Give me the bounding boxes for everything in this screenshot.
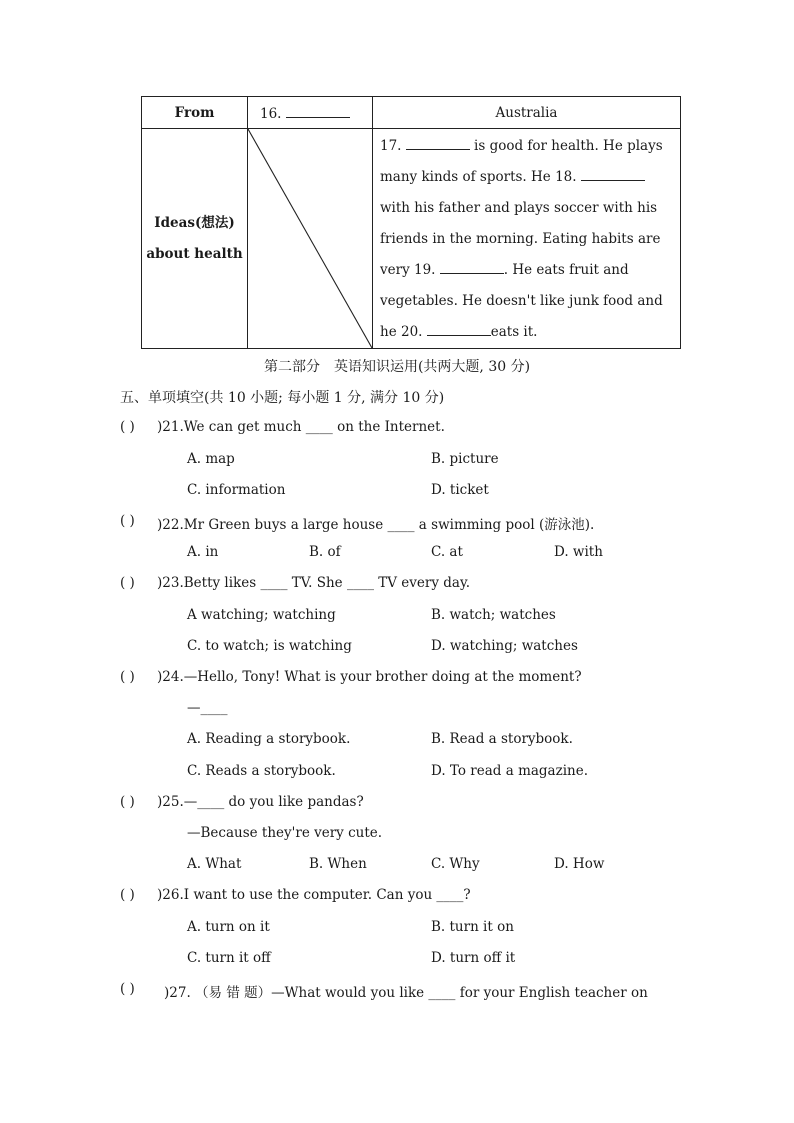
option-24-c[interactable]: C. Reads a storybook. [187, 763, 336, 779]
option-25-b[interactable]: B. When [309, 856, 367, 872]
info-table [141, 96, 681, 349]
answer-paren[interactable]: ( ) [120, 794, 135, 810]
from-country: Australia [373, 97, 681, 129]
option-21-b[interactable]: B. picture [431, 451, 499, 467]
ideas-row [142, 129, 681, 349]
question-22: )22.Mr Green buys a large house ____ a swimming pool (游泳池). [157, 517, 595, 533]
option-23-c[interactable]: C. to watch; is watching [187, 638, 352, 654]
answer-blank-16[interactable] [286, 103, 350, 118]
desc-line-2: many kinds of sports. He 18. [380, 162, 672, 193]
option-24-a[interactable]: A. Reading a storybook. [187, 731, 351, 747]
option-25-d[interactable]: D. How [554, 856, 605, 872]
option-25-c[interactable]: C. Why [431, 856, 480, 872]
option-22-c[interactable]: C. at [431, 544, 463, 560]
option-21-a[interactable]: A. map [187, 451, 235, 467]
option-26-a[interactable]: A. turn on it [187, 919, 270, 935]
question-26: )26.I want to use the computer. Can you ____? [157, 887, 471, 903]
question-24: )24.—Hello, Tony! What is your brother doing at the moment? [157, 669, 582, 685]
option-24-b[interactable]: B. Read a storybook. [431, 731, 573, 747]
question-27: )27. （易 错 题）—What would you like ____ for your English teacher on [164, 985, 648, 1001]
answer-paren[interactable]: ( ) [120, 419, 135, 435]
answer-paren[interactable]: ( ) [120, 981, 135, 997]
desc-line-6: vegetables. He doesn't like junk food and [380, 293, 663, 309]
option-26-b[interactable]: B. turn it on [431, 919, 514, 935]
answer-paren[interactable]: ( ) [120, 887, 135, 903]
option-23-a[interactable]: A watching; watching [187, 607, 336, 623]
desc-line-3: with his father and plays soccer with his [380, 200, 658, 216]
question-25-reply: —Because they're very cute. [187, 825, 383, 841]
section-title: 五、单项填空(共 10 小题; 每小题 1 分, 满分 10 分) [120, 390, 445, 406]
option-26-d[interactable]: D. turn off it [431, 950, 516, 966]
option-22-d[interactable]: D. with [554, 544, 603, 560]
question-23: )23.Betty likes ____ TV. She ____ TV every day. [157, 575, 471, 591]
answer-blank-18[interactable] [581, 166, 645, 181]
desc-line-5: very 19. . He eats fruit and [380, 255, 672, 286]
question-25: )25.—____ do you like pandas? [157, 794, 364, 810]
answer-blank-19[interactable] [440, 259, 504, 274]
option-21-d[interactable]: D. ticket [431, 482, 489, 498]
diagonal-line [248, 129, 372, 348]
from-label: From [142, 97, 248, 129]
desc-line-4: friends in the morning. Eating habits are [380, 231, 661, 247]
part-title: 第二部分 英语知识运用(共两大题, 30 分) [263, 359, 531, 375]
answer-blank-17[interactable] [406, 135, 470, 150]
option-23-d[interactable]: D. watching; watches [431, 638, 578, 654]
option-25-a[interactable]: A. What [187, 856, 242, 872]
desc-line-1: 17. is good for health. He plays [380, 131, 672, 162]
answer-paren[interactable]: ( ) [120, 575, 135, 591]
answer-paren[interactable]: ( ) [120, 513, 135, 529]
option-26-c[interactable]: C. turn it off [187, 950, 271, 966]
option-21-c[interactable]: C. information [187, 482, 286, 498]
answer-paren[interactable]: ( ) [120, 669, 135, 685]
answer-blank-20[interactable] [427, 321, 491, 336]
diagonal-cell [248, 129, 373, 349]
option-23-b[interactable]: B. watch; watches [431, 607, 556, 623]
option-22-a[interactable]: A. in [187, 544, 219, 560]
from-blank-cell: 16. [248, 97, 373, 129]
desc-line-7: he 20. eats it. [380, 317, 672, 348]
option-22-b[interactable]: B. of [309, 544, 341, 560]
question-21: )21.We can get much ____ on the Internet. [157, 419, 445, 435]
option-24-d[interactable]: D. To read a magazine. [431, 763, 589, 779]
ideas-label: Ideas(想法) about health [142, 129, 248, 349]
question-24-reply: —____ [187, 700, 228, 716]
from-row [142, 97, 681, 129]
health-description [373, 129, 681, 349]
